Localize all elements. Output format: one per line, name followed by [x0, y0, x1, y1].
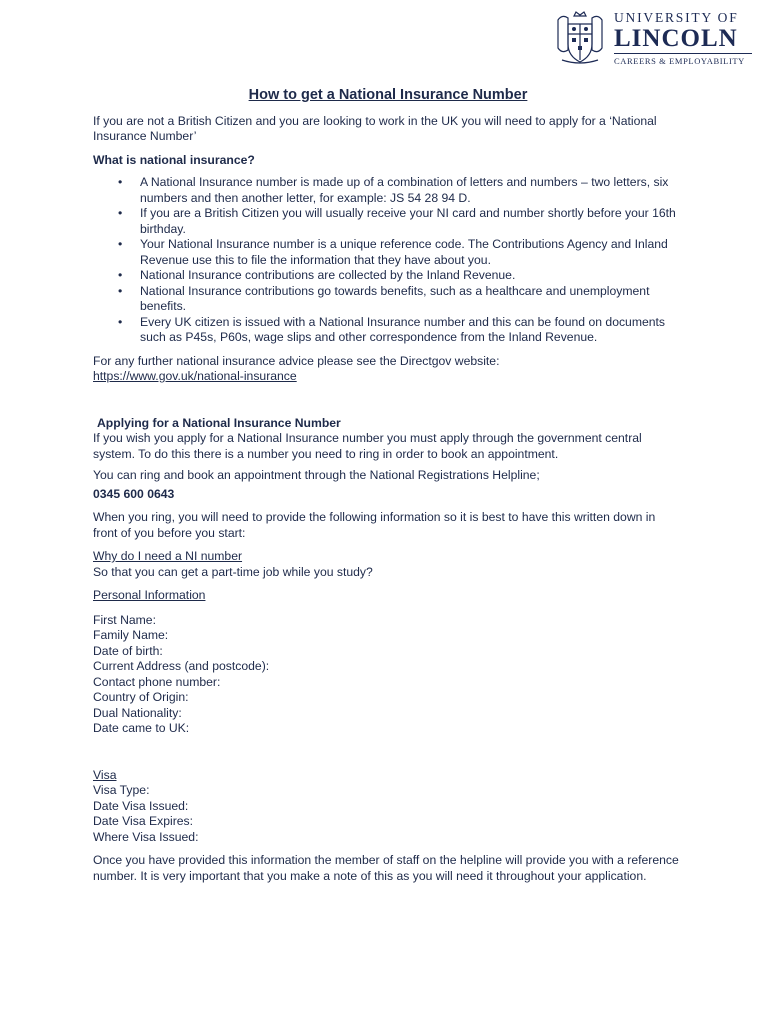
logo-university-of: UNIVERSITY OF — [614, 10, 739, 25]
field-label: Contact phone number: — [93, 674, 221, 689]
field-label: Where Visa Issued: — [93, 829, 199, 844]
field-label: Date came to UK: — [93, 721, 190, 735]
why-heading: Why do I need a NI number — [93, 549, 243, 563]
ring-text: You can ring and book an appointment through the National Registrations Helpline; — [93, 468, 540, 482]
visa-fields — [93, 783, 683, 845]
list-item: • A National Insurance number is made up of a combination of letters and numbers – two letters, six numbers and then another letter, for example: JS 54 28 94 D. — [140, 175, 683, 206]
list-item: • If you are a British Citizen you will usually receive your NI card and number shortly before your 16th birthday. — [140, 206, 683, 237]
field-label: Country of Origin: — [93, 690, 189, 704]
field-label: Current Address (and postcode): — [93, 659, 270, 673]
field-label: Visa Type: — [93, 783, 150, 797]
ni-bullet-list — [93, 175, 683, 346]
logo-careers: CAREERS & EMPLOYABILITY — [614, 56, 745, 66]
logo-lincoln: LINCOLN — [614, 25, 738, 52]
list-item: • National Insurance contributions are collected by the Inland Revenue. — [140, 268, 683, 284]
crest-icon — [552, 10, 608, 66]
logo-wordmark — [614, 10, 752, 66]
field-label: Family Name: — [93, 628, 169, 642]
what-heading: What is national insurance? — [93, 152, 255, 167]
why-answer: So that you can get a part-time job while you study? — [93, 564, 373, 579]
applying-heading: Applying for a National Insurance Number — [97, 415, 341, 430]
helpline-phone: 0345 600 0643 — [93, 486, 175, 501]
applying-paragraph: If you wish you apply for a National Insurance number you must apply through the government central system. To do this there is a number you need to ring in order to book an appointment. — [93, 431, 642, 461]
list-item: • Every UK citizen is issued with a National Insurance number and this can be found on documents such as P45s, P60s, wage slips and other correspondence from the Inland Revenue. — [140, 315, 683, 346]
personal-info-fields — [93, 613, 683, 737]
closing-paragraph: Once you have provided this information the member of staff on the helpline will provide you with a reference number. It is very important that you make a note of this as you will need it throughout your application. — [93, 853, 679, 883]
field-label: Dual Nationality: — [93, 705, 182, 720]
field-label: Date of birth: — [93, 643, 163, 658]
intro-paragraph: If you are not a British Citizen and you are looking to work in the UK you will need to apply for a ‘National Insurance Number’ — [93, 113, 657, 143]
page-title: How to get a National Insurance Number — [248, 87, 528, 103]
field-label: First Name: — [93, 612, 156, 627]
university-logo — [552, 10, 757, 68]
visa-heading: Visa — [93, 767, 117, 782]
field-label: Date Visa Issued: — [93, 798, 189, 813]
when-ring-paragraph: When you ring, you will need to provide the following information so it is best to have this written down in front of you before you start: — [93, 510, 656, 540]
list-item: • National Insurance contributions go towards benefits, such as a healthcare and unemployment benefits. — [140, 284, 683, 315]
logo-divider — [614, 53, 752, 54]
gov-uk-link[interactable]: https://www.gov.uk/national-insurance — [93, 369, 297, 383]
field-label: Date Visa Expires: — [93, 814, 194, 828]
document-body — [93, 88, 683, 884]
list-item: • Your National Insurance number is a unique reference code. The Contributions Agency and Inland Revenue use this to file the information that they have about you. — [140, 237, 683, 268]
further-advice-text: For any further national insurance advice please see the Directgov website: — [93, 353, 500, 368]
personal-info-heading: Personal Information — [93, 588, 206, 602]
